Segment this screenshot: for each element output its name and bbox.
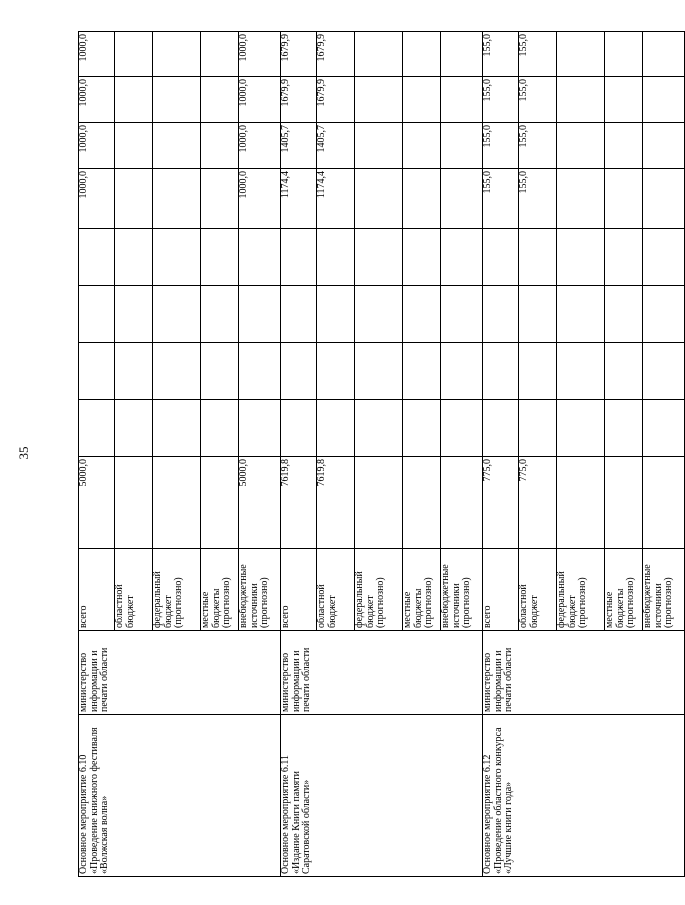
amount-year-cell: 1000,0 xyxy=(239,77,281,123)
amount-year-cell xyxy=(355,286,403,343)
funding-source-cell: всего xyxy=(281,549,317,631)
table-body xyxy=(79,32,685,877)
amount-year-cell: 1405,7 xyxy=(281,123,317,169)
amount-year-cell xyxy=(239,286,281,343)
amount-year-cell xyxy=(441,123,483,169)
amount-year-cell: 1000,0 xyxy=(79,77,115,123)
amount-year-cell xyxy=(153,169,201,229)
amount-year-cell: 1679,9 xyxy=(281,32,317,77)
amount-year-cell xyxy=(281,343,317,400)
amount-year-cell xyxy=(355,400,403,457)
amount-year-cell xyxy=(153,400,201,457)
amount-year-cell xyxy=(153,286,201,343)
amount-year-cell xyxy=(115,123,153,169)
amount-year-cell xyxy=(201,229,239,286)
amount-year-cell xyxy=(201,400,239,457)
amount-year-cell xyxy=(153,77,201,123)
amount-year-cell: 1000,0 xyxy=(239,123,281,169)
funding-source-cell: всего xyxy=(483,549,519,631)
amount-year-cell: 155,0 xyxy=(519,123,557,169)
amount-year-cell xyxy=(643,400,685,457)
funding-source-cell: федеральный бюджет (прогнозно) xyxy=(153,549,201,631)
amount-year-cell xyxy=(79,286,115,343)
amount-year-cell xyxy=(605,343,643,400)
amount-year-cell: 155,0 xyxy=(483,77,519,123)
amount-year-cell xyxy=(483,400,519,457)
funding-source-cell: федеральный бюджет (прогнозно) xyxy=(557,549,605,631)
amount-year-cell xyxy=(201,343,239,400)
amount-year-cell xyxy=(643,286,685,343)
amount-year-cell: 155,0 xyxy=(483,169,519,229)
executor-cell: министерство информации и печати области xyxy=(281,631,483,715)
amount-year-cell xyxy=(403,400,441,457)
amount-year-cell xyxy=(519,343,557,400)
amount-year-cell xyxy=(643,32,685,77)
amount-year-cell: 1405,7 xyxy=(317,123,355,169)
amount-year-cell xyxy=(403,32,441,77)
amount-year-cell xyxy=(153,229,201,286)
amount-year-cell xyxy=(239,343,281,400)
amount-year-cell xyxy=(605,229,643,286)
funding-source-cell: всего xyxy=(79,549,115,631)
amount-total-cell: 775,0 xyxy=(483,457,519,549)
amount-year-cell xyxy=(557,32,605,77)
amount-year-cell xyxy=(281,229,317,286)
amount-year-cell xyxy=(317,400,355,457)
amount-year-cell: 1000,0 xyxy=(79,123,115,169)
amount-year-cell xyxy=(153,123,201,169)
amount-year-cell xyxy=(557,343,605,400)
measure-cell: Основное мероприятие 6.11 «Издание Книги памяти Саратовской области» xyxy=(281,715,483,877)
amount-year-cell xyxy=(355,77,403,123)
amount-year-cell xyxy=(115,32,153,77)
amount-year-cell xyxy=(403,169,441,229)
amount-year-cell xyxy=(441,169,483,229)
amount-year-cell xyxy=(403,229,441,286)
amount-year-cell xyxy=(153,343,201,400)
amount-year-cell xyxy=(441,32,483,77)
amount-year-cell xyxy=(483,286,519,343)
funding-source-cell: внебюджетные источники (прогнозно) xyxy=(239,549,281,631)
amount-year-cell xyxy=(317,343,355,400)
amount-year-cell xyxy=(281,400,317,457)
amount-year-cell xyxy=(557,169,605,229)
amount-total-cell: 7619,8 xyxy=(317,457,355,549)
amount-year-cell xyxy=(557,77,605,123)
amount-year-cell: 1174,4 xyxy=(317,169,355,229)
measure-cell: Основное мероприятие 6.10 «Проведение книжного фестиваля «Волжская волна» xyxy=(79,715,281,877)
amount-year-cell xyxy=(519,229,557,286)
amount-year-cell: 1679,9 xyxy=(317,77,355,123)
amount-total-cell xyxy=(643,457,685,549)
amount-year-cell xyxy=(115,400,153,457)
table-row xyxy=(281,32,317,877)
amount-year-cell xyxy=(403,123,441,169)
amount-year-cell xyxy=(115,343,153,400)
amount-year-cell xyxy=(643,169,685,229)
funding-source-cell: местные бюджеты (прогнозно) xyxy=(403,549,441,631)
amount-year-cell xyxy=(519,400,557,457)
amount-year-cell xyxy=(483,229,519,286)
amount-year-cell: 155,0 xyxy=(519,77,557,123)
amount-year-cell: 155,0 xyxy=(483,123,519,169)
amount-total-cell xyxy=(441,457,483,549)
amount-year-cell xyxy=(605,286,643,343)
amount-year-cell xyxy=(239,229,281,286)
program-funding-table xyxy=(78,31,685,877)
amount-year-cell xyxy=(643,343,685,400)
amount-year-cell xyxy=(557,229,605,286)
amount-year-cell xyxy=(355,123,403,169)
amount-year-cell: 155,0 xyxy=(519,169,557,229)
amount-year-cell xyxy=(317,229,355,286)
amount-year-cell: 1000,0 xyxy=(79,169,115,229)
amount-year-cell xyxy=(441,400,483,457)
amount-year-cell xyxy=(403,77,441,123)
amount-total-cell: 7619,8 xyxy=(281,457,317,549)
amount-year-cell xyxy=(79,343,115,400)
executor-cell: министерство информации и печати области xyxy=(79,631,281,715)
amount-year-cell xyxy=(557,286,605,343)
rotated-table-container xyxy=(78,32,674,877)
amount-year-cell xyxy=(115,77,153,123)
amount-year-cell xyxy=(153,32,201,77)
funding-source-cell: внебюджетные источники (прогнозно) xyxy=(643,549,685,631)
amount-year-cell: 1000,0 xyxy=(239,32,281,77)
amount-total-cell xyxy=(153,457,201,549)
amount-year-cell xyxy=(403,343,441,400)
funding-source-cell: областной бюджет xyxy=(519,549,557,631)
amount-year-cell: 155,0 xyxy=(483,32,519,77)
amount-year-cell xyxy=(201,77,239,123)
amount-year-cell xyxy=(643,229,685,286)
amount-year-cell xyxy=(605,123,643,169)
page-number: 35 xyxy=(16,446,31,460)
amount-year-cell xyxy=(79,229,115,286)
amount-year-cell xyxy=(441,286,483,343)
amount-year-cell xyxy=(483,343,519,400)
amount-year-cell xyxy=(643,123,685,169)
funding-source-cell: местные бюджеты (прогнозно) xyxy=(201,549,239,631)
amount-year-cell xyxy=(643,77,685,123)
table-row xyxy=(483,32,519,877)
funding-source-cell: областной бюджет xyxy=(115,549,153,631)
amount-year-cell xyxy=(115,229,153,286)
amount-year-cell xyxy=(115,169,153,229)
measure-cell: Основное мероприятие 6.12 «Проведение областного конкурса «Лучшие книги года» xyxy=(483,715,685,877)
amount-total-cell: 5000,0 xyxy=(79,457,115,549)
amount-total-cell xyxy=(115,457,153,549)
amount-year-cell xyxy=(441,77,483,123)
amount-year-cell xyxy=(115,286,153,343)
table-row xyxy=(79,32,115,877)
amount-year-cell xyxy=(201,286,239,343)
amount-year-cell: 1000,0 xyxy=(79,32,115,77)
amount-year-cell xyxy=(79,400,115,457)
amount-year-cell: 155,0 xyxy=(519,32,557,77)
amount-total-cell xyxy=(403,457,441,549)
funding-source-cell: областной бюджет xyxy=(317,549,355,631)
amount-year-cell xyxy=(441,343,483,400)
funding-source-cell: внебюджетные источники (прогнозно) xyxy=(441,549,483,631)
amount-total-cell xyxy=(557,457,605,549)
amount-year-cell xyxy=(557,123,605,169)
amount-year-cell xyxy=(605,169,643,229)
amount-year-cell: 1174,4 xyxy=(281,169,317,229)
amount-total-cell xyxy=(201,457,239,549)
funding-source-cell: федеральный бюджет (прогнозно) xyxy=(355,549,403,631)
executor-cell: министерство информации и печати области xyxy=(483,631,685,715)
funding-source-cell: местные бюджеты (прогнозно) xyxy=(605,549,643,631)
amount-total-cell: 775,0 xyxy=(519,457,557,549)
amount-year-cell xyxy=(557,400,605,457)
amount-year-cell xyxy=(519,286,557,343)
amount-year-cell xyxy=(281,286,317,343)
amount-year-cell xyxy=(605,400,643,457)
amount-year-cell xyxy=(239,400,281,457)
amount-year-cell xyxy=(201,32,239,77)
amount-total-cell: 5000,0 xyxy=(239,457,281,549)
amount-year-cell xyxy=(355,169,403,229)
amount-year-cell xyxy=(317,286,355,343)
amount-year-cell: 1679,9 xyxy=(317,32,355,77)
amount-year-cell xyxy=(605,32,643,77)
amount-year-cell: 1679,9 xyxy=(281,77,317,123)
amount-year-cell xyxy=(201,123,239,169)
amount-year-cell xyxy=(355,343,403,400)
amount-year-cell xyxy=(355,32,403,77)
amount-year-cell xyxy=(201,169,239,229)
amount-year-cell xyxy=(403,286,441,343)
amount-year-cell xyxy=(441,229,483,286)
amount-year-cell: 1000,0 xyxy=(239,169,281,229)
amount-year-cell xyxy=(355,229,403,286)
amount-total-cell xyxy=(355,457,403,549)
amount-year-cell xyxy=(605,77,643,123)
amount-total-cell xyxy=(605,457,643,549)
